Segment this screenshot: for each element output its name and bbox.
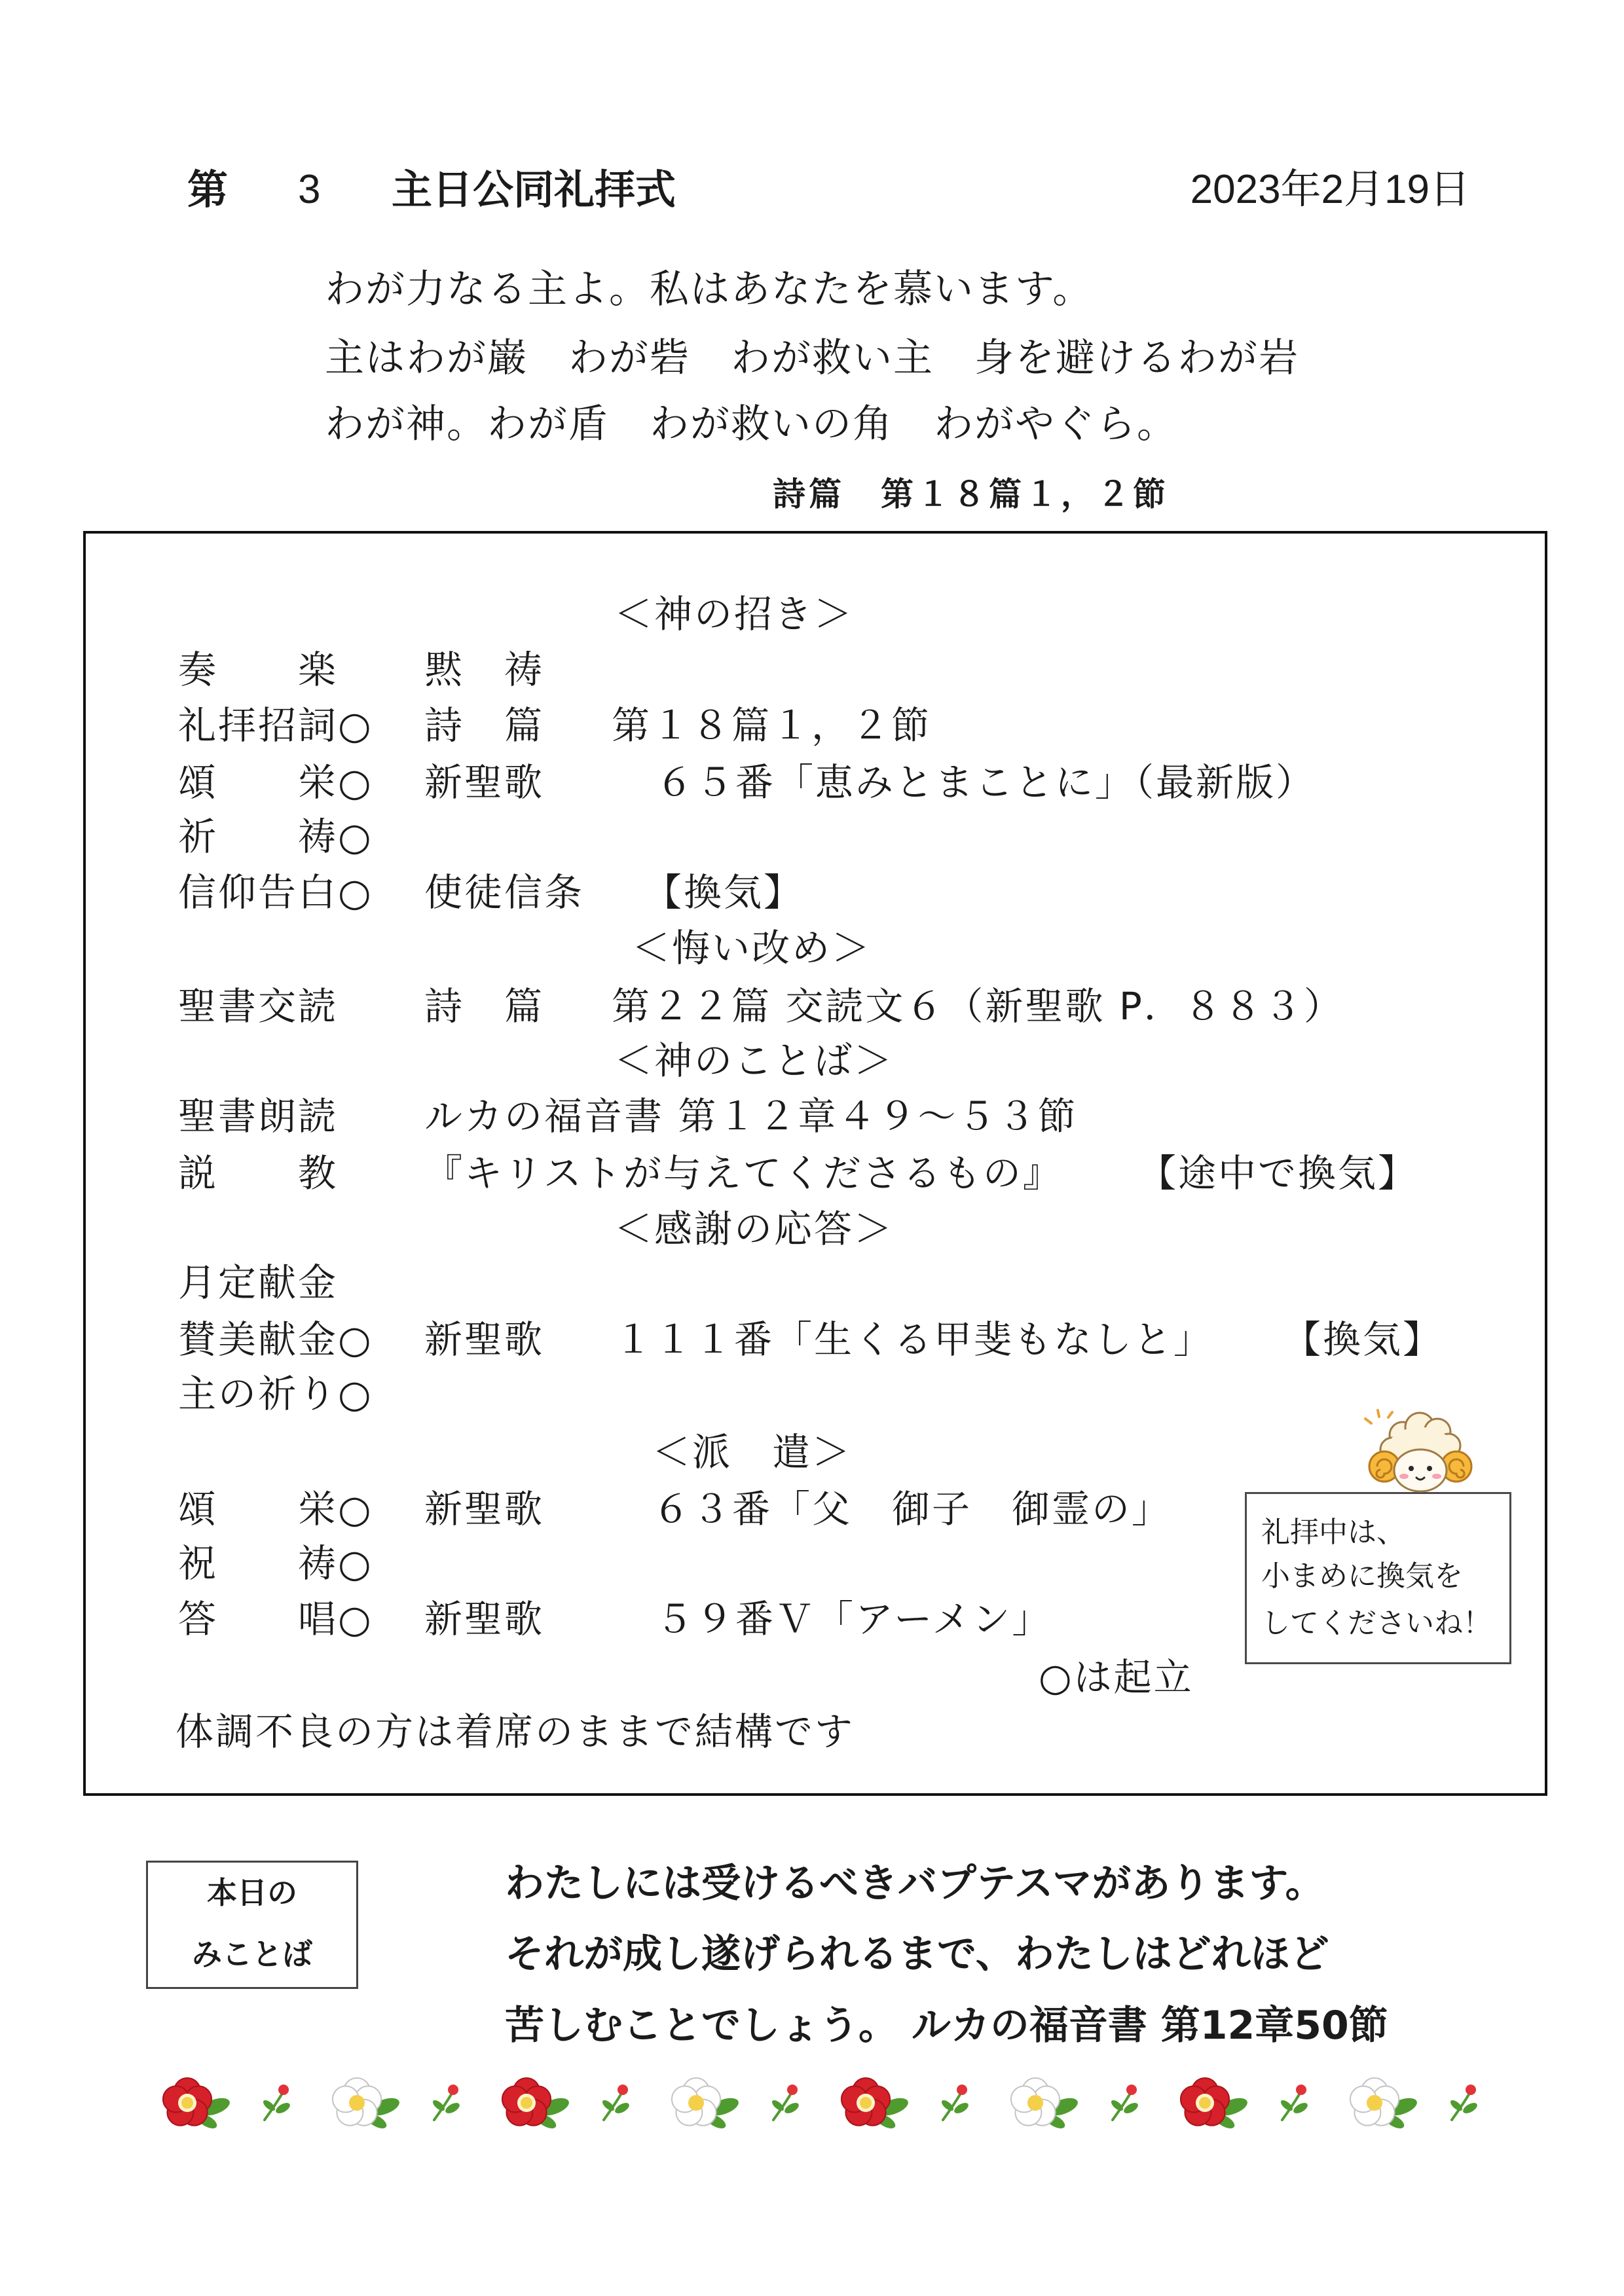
doxology-hymnal: 新聖歌: [424, 760, 545, 805]
responsive-reading-passage: 第２２篇 交読文６（新聖歌 P．８８３）: [612, 984, 1344, 1029]
leaf-sprig-icon: [770, 2085, 800, 2120]
white-camellia-icon: [672, 2078, 741, 2131]
leaf-sprig-icon: [1109, 2085, 1139, 2120]
doxology-hymn: ６５番「恵みとまことに」（最新版）: [655, 760, 1316, 805]
leaf-sprig-icon: [261, 2085, 291, 2120]
leaf-sprig-icon: [940, 2085, 970, 2120]
closing-doxology-hymn: ６３番「父 御子 御霊の」: [652, 1487, 1172, 1531]
prelude-label: 奏 楽: [178, 647, 339, 692]
call-verse-line: 主はわが巌 わが砦 わが救い主 身を避けるわが岩: [325, 335, 1299, 381]
flower-center: [1367, 2095, 1382, 2111]
monthly-offering-label: 月定献金: [178, 1260, 339, 1305]
creed-text: 使徒信条: [424, 870, 585, 915]
section-heading-repentance: ＜悔い改め＞: [632, 926, 872, 970]
lords-prayer-label: 主の祈り○: [178, 1372, 373, 1416]
red-camellia-icon: [163, 2078, 232, 2131]
standing-note: ○は起立: [1039, 1655, 1194, 1700]
notice-line: 礼拝中は、: [1261, 1516, 1405, 1549]
white-camellia-icon: [1011, 2078, 1080, 2131]
praise-offering-hymnal: 新聖歌: [424, 1317, 545, 1362]
call-verse-line: わが力なる主よ。私はあなたを慕います。: [325, 266, 1094, 312]
closing-doxology-hymnal: 新聖歌: [424, 1487, 545, 1531]
sparkle-lines: [1365, 1410, 1392, 1423]
bud: [618, 2085, 628, 2095]
call-verse-line: わが神。わが盾 わが救いの角 わがやぐら。: [325, 401, 1177, 447]
flower-center: [1199, 2097, 1211, 2109]
todays-word-label-box: [146, 1861, 358, 1989]
responsive-reading-book: 詩 篇: [424, 984, 545, 1029]
scripture-reading-text: ルカの福音書 第１２章４９～５３節: [424, 1094, 1078, 1139]
benediction-label: 祝 祷○: [178, 1541, 373, 1586]
red-camellia-icon: [841, 2078, 910, 2131]
praise-offering-label: 賛美献金○: [178, 1317, 373, 1362]
bud: [1126, 2085, 1137, 2095]
responsive-reading-label: 聖書交読: [178, 984, 339, 1029]
leaf-sprig-icon: [431, 2085, 461, 2120]
ventilation-note: 【換気】: [644, 870, 804, 915]
health-note: 体調不良の方は着席のままで結構です: [175, 1709, 855, 1754]
bud: [1296, 2085, 1306, 2095]
notice-line: 小まめに換気を: [1261, 1559, 1463, 1593]
sheep-cheek: [1432, 1474, 1441, 1479]
order-of-worship-box: [83, 531, 1547, 1796]
creed-label: 信仰告白○: [178, 870, 373, 915]
sheep-icon: [1361, 1408, 1479, 1499]
flower-center: [521, 2097, 532, 2109]
todays-word-label-line: 本日の: [207, 1875, 297, 1910]
doxology-label: 頌 栄○: [178, 760, 373, 805]
sheep-eye: [1409, 1466, 1414, 1471]
bud: [278, 2085, 289, 2095]
call-to-worship-book: 詩 篇: [424, 703, 545, 748]
service-title: 主日公同礼拝式: [392, 166, 676, 213]
red-camellia-icon: [1181, 2078, 1249, 2131]
ventilation-note: 【換気】: [1283, 1317, 1443, 1362]
sheep-eye: [1427, 1466, 1432, 1471]
call-to-worship-label: 礼拝招詞○: [178, 703, 373, 748]
bud: [787, 2085, 798, 2095]
section-heading-sending: ＜派 遣＞: [652, 1430, 853, 1474]
flower-center: [860, 2097, 872, 2109]
sermon-title: 『キリストが与えてくださるもの』: [424, 1151, 1063, 1195]
sheep-cheek: [1399, 1474, 1409, 1479]
section-heading-thanksgiving: ＜感謝の応答＞: [614, 1207, 895, 1251]
white-camellia-icon: [333, 2078, 401, 2131]
response-hymnal: 新聖歌: [424, 1597, 545, 1641]
flower-border: [0, 2062, 1624, 2147]
flower-center: [349, 2095, 365, 2111]
response-hymn: ５９番Ｖ「アーメン」: [655, 1597, 1052, 1641]
leaf-sprig-icon: [600, 2085, 631, 2120]
bud: [448, 2085, 458, 2095]
section-heading-word: ＜神のことば＞: [614, 1038, 895, 1083]
flower-center: [1027, 2095, 1043, 2111]
call-to-worship-passage: 第１８篇１，２節: [612, 703, 932, 748]
ventilation-note: 【途中で換気】: [1138, 1151, 1418, 1195]
white-camellia-icon: [1350, 2078, 1419, 2131]
service-number-prefix: 第: [187, 166, 229, 213]
leaf-sprig-icon: [1449, 2085, 1479, 2120]
scripture-reading-label: 聖書朗読: [178, 1094, 339, 1139]
call-verse-reference: 詩篇 第１８篇１，２節: [773, 475, 1169, 513]
bud: [957, 2085, 967, 2095]
response-label: 答 唱○: [178, 1597, 373, 1641]
todays-word-label-line: みことば: [192, 1937, 312, 1972]
prayer-label: 祈 祷○: [178, 814, 373, 859]
service-number: 3: [298, 167, 321, 212]
closing-doxology-label: 頌 栄○: [178, 1487, 373, 1531]
flower-center: [181, 2097, 193, 2109]
section-heading-call: ＜神の招き＞: [614, 592, 855, 636]
sheep-face: [1394, 1449, 1447, 1491]
todays-word-line: それが成し遂げられるまで、わたしはどれほど: [505, 1931, 1329, 1977]
bud: [1466, 2085, 1476, 2095]
praise-offering-hymn: １１１番「生くる甲斐もなしと」: [614, 1317, 1214, 1362]
red-camellia-icon: [502, 2078, 571, 2131]
notice-line: してくださいね！: [1261, 1607, 1492, 1640]
sermon-label: 説 教: [178, 1151, 339, 1195]
flower-center: [688, 2095, 704, 2111]
todays-word-line: わたしには受けるべきバプテスマがあります。: [505, 1861, 1325, 1906]
prelude-text: 黙 祷: [424, 647, 545, 692]
ventilation-notice-box: [1245, 1492, 1511, 1664]
service-date: 2023年2月19日: [1190, 167, 1470, 212]
leaf-sprig-icon: [1279, 2085, 1309, 2120]
todays-word-line: 苦しむことでしょう。 ルカの福音書 第12章50節: [505, 2003, 1388, 2049]
